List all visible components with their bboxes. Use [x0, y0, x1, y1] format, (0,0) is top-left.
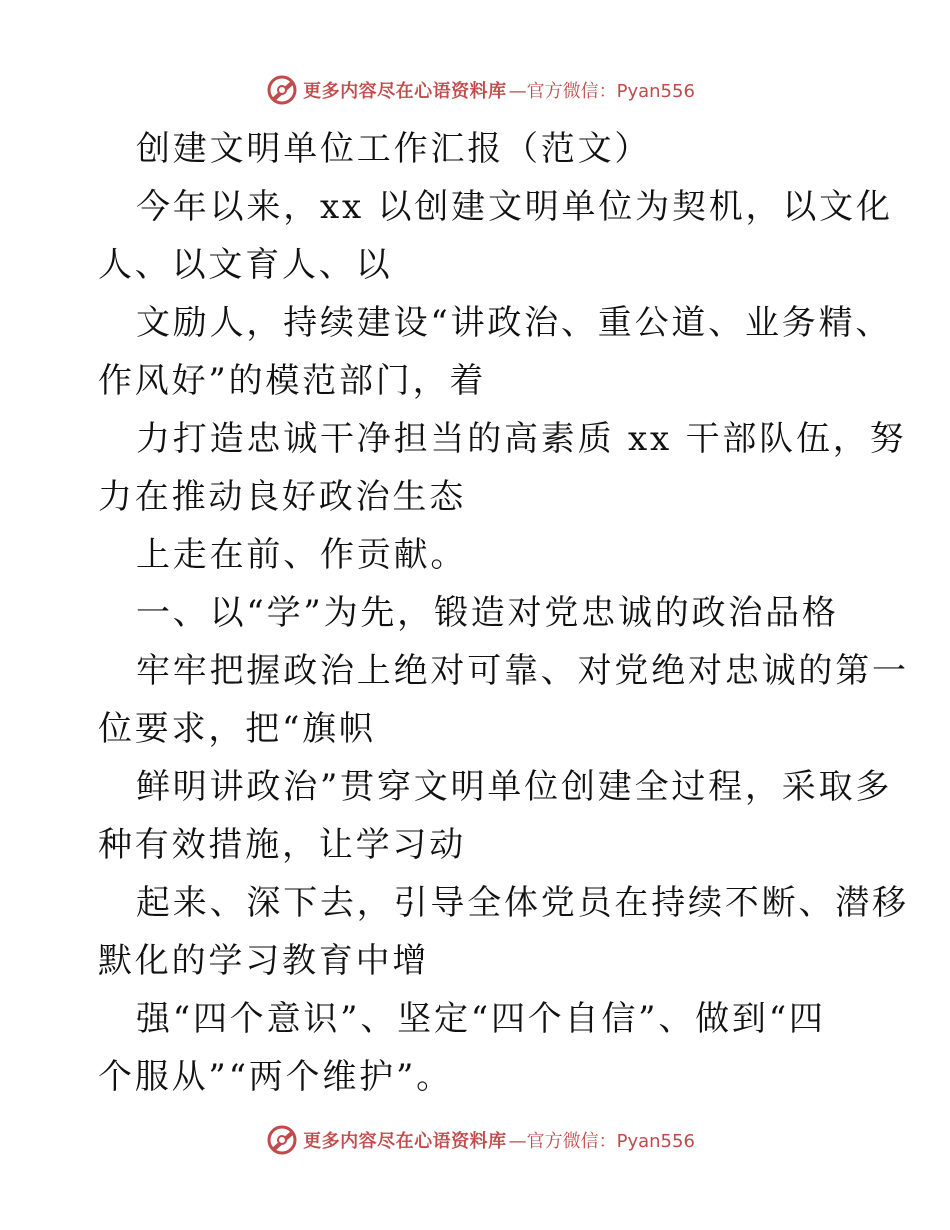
- document-title: 创建文明单位工作汇报（范文）: [136, 129, 652, 169]
- header-watermark-text: 更多内容尽在心语资料库: [303, 81, 507, 102]
- paragraph-line: 鲜明讲政治”贯穿文明单位创建全过程，采取多: [136, 767, 893, 807]
- paragraph-line: 默化的学习教育中增: [98, 941, 430, 981]
- paragraph-line: 上走在前、作贡献。: [136, 535, 468, 575]
- paragraph-line: 强“四个意识”、坚定“四个自信”、做到“四: [136, 999, 826, 1039]
- paragraph-line: 今年以来，xx 以创建文明单位为契机，以文化: [136, 187, 893, 227]
- paragraph-line: 人、以文育人、以: [98, 245, 393, 285]
- paragraph-line: 作风好”的模范部门，着: [98, 361, 487, 401]
- paragraph-line: 种有效措施，让学习动: [98, 825, 466, 865]
- paragraph-line: 文励人，持续建设“讲政治、重公道、业务精、: [136, 303, 893, 343]
- paragraph-line: 个服从”“两个维护”。: [98, 1057, 453, 1097]
- header-watermark-contact: —官方微信：Pyan556: [508, 81, 695, 102]
- footer-watermark: [0, 1120, 950, 1160]
- footer-watermark-text: 更多内容尽在心语资料库: [303, 1131, 507, 1152]
- header-watermark: [0, 70, 950, 110]
- footer-watermark-contact: —官方微信：Pyan556: [508, 1131, 695, 1152]
- paragraph-line: 力打造忠诚干净担当的高素质 xx 干部队伍，努: [136, 419, 907, 459]
- document-body: [98, 120, 909, 1106]
- brand-logo-icon: [265, 73, 299, 107]
- brand-logo-icon: [265, 1123, 299, 1157]
- section-heading: 一、以“学”为先，锻造对党忠诚的政治品格: [136, 593, 839, 633]
- paragraph-line: 力在推动良好政治生态: [98, 477, 466, 517]
- paragraph-line: 位要求，把“旗帜: [98, 709, 376, 749]
- paragraph-line: 起来、深下去，引导全体党员在持续不断、潜移: [136, 883, 909, 923]
- paragraph-line: 牢牢把握政治上绝对可靠、对党绝对忠诚的第一: [136, 651, 909, 691]
